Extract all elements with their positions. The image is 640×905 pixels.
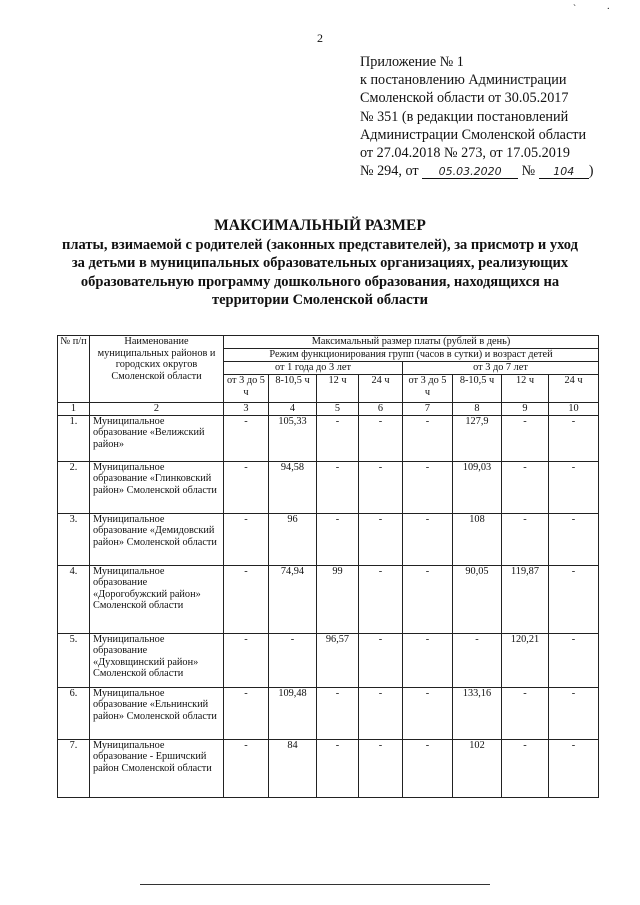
number-sign: № [521, 163, 536, 180]
row-municipality-name: Муниципальное образование - Ершичский район Смоленской области [90, 739, 224, 797]
table-row [58, 565, 599, 633]
fee-table [57, 335, 599, 798]
fee-cell: - [403, 415, 453, 461]
handwritten-number: 104 [539, 165, 589, 179]
table-row [58, 415, 599, 461]
table-row [58, 687, 599, 739]
appendix-line: Приложение № 1 [360, 54, 464, 70]
fee-cell: - [403, 461, 453, 513]
fee-cell: - [224, 415, 269, 461]
table-row [58, 633, 599, 687]
title-line: образовательную программу дошкольного образования, находящихся на [80, 273, 560, 290]
fee-cell: - [224, 461, 269, 513]
appendix-line: от 27.04.2018 № 273, от 17.05.2019 [360, 145, 570, 162]
header-mode-cell: 12 ч [317, 375, 359, 403]
row-number: 6. [58, 687, 90, 739]
fee-cell: - [359, 513, 403, 565]
row-municipality-name: Муниципальное образование «Велижский район» [90, 415, 224, 461]
row-number: 1. [58, 415, 90, 461]
fee-cell: - [549, 633, 599, 687]
fee-cell: - [502, 739, 549, 797]
fee-cell: - [359, 633, 403, 687]
header-mode-cell: от 3 до 5 ч [224, 375, 269, 403]
row-municipality-name: Муниципальное образование «Духовщинский район» Смоленской области [90, 633, 224, 687]
column-number: 9 [502, 403, 549, 416]
row-municipality-name: Муниципальное образование «Демидовский район» Смоленской области [90, 513, 224, 565]
column-number: 10 [549, 403, 599, 416]
fee-cell: 74,94 [269, 565, 317, 633]
header-mode-cell: 24 ч [549, 375, 599, 403]
table-row [58, 739, 599, 797]
row-municipality-name: Муниципальное образование «Дорогобужский район» Смоленской области [90, 565, 224, 633]
column-number: 7 [403, 403, 453, 416]
fee-cell: - [502, 687, 549, 739]
fee-cell: 109,48 [269, 687, 317, 739]
column-number: 8 [453, 403, 502, 416]
fee-cell: - [453, 633, 502, 687]
fee-cell: - [317, 739, 359, 797]
fee-cell: - [359, 461, 403, 513]
fee-cell: 119,87 [502, 565, 549, 633]
fee-cell: - [317, 415, 359, 461]
header-age-3-7: от 3 до 7 лет [403, 362, 599, 375]
fee-cell: - [359, 565, 403, 633]
page-number: 2 [317, 31, 323, 45]
header-max-fee: Максимальный размер платы (рублей в день) [224, 336, 599, 349]
header-mode-cell: 24 ч [359, 375, 403, 403]
header-number: № п/п [58, 336, 90, 403]
fee-cell: - [403, 739, 453, 797]
fee-cell: 84 [269, 739, 317, 797]
row-number: 3. [58, 513, 90, 565]
fee-cell: - [224, 739, 269, 797]
row-municipality-name: Муниципальное образование «Глинковский район» Смоленской области [90, 461, 224, 513]
appendix-prefix: № 294, от [360, 163, 419, 180]
row-number: 2. [58, 461, 90, 513]
fee-cell: - [549, 565, 599, 633]
fee-cell: - [549, 415, 599, 461]
column-number: 4 [269, 403, 317, 416]
header-age-1-3: от 1 года до 3 лет [224, 362, 403, 375]
header-name: Наименование муниципальных районов и городских округов Смоленской области [90, 336, 224, 403]
title-heading: МАКСИМАЛЬНЫЙ РАЗМЕР [214, 217, 426, 234]
appendix-line: к постановлению Администрации [360, 72, 567, 89]
bottom-rule [140, 884, 490, 885]
fee-cell: 94,58 [269, 461, 317, 513]
fee-cell: - [502, 415, 549, 461]
fee-cell: - [549, 461, 599, 513]
header-mode-cell: 8-10,5 ч [269, 375, 317, 403]
appendix-block [360, 53, 630, 180]
appendix-line: Администрации Смоленской области [360, 126, 587, 143]
header-mode-cell: от 3 до 5 ч [403, 375, 453, 403]
appendix-line-last [360, 162, 630, 180]
fee-cell: 133,16 [453, 687, 502, 739]
fee-cell: - [502, 513, 549, 565]
fee-cell: - [224, 513, 269, 565]
fee-cell: - [317, 687, 359, 739]
column-number: 2 [90, 403, 224, 416]
appendix-line: Смоленской области от 30.05.2017 [360, 90, 569, 107]
fee-cell: - [359, 687, 403, 739]
header-mode-cell: 8-10,5 ч [453, 375, 502, 403]
fee-cell: - [502, 461, 549, 513]
fee-cell: - [224, 565, 269, 633]
table-row [58, 461, 599, 513]
fee-cell: - [359, 415, 403, 461]
header-mode-cell: 12 ч [502, 375, 549, 403]
fee-cell: - [359, 739, 403, 797]
fee-cell: 108 [453, 513, 502, 565]
document-title [0, 217, 640, 309]
fee-cell: 99 [317, 565, 359, 633]
row-municipality-name: Муниципальное образование «Ельнинский район» Смоленской области [90, 687, 224, 739]
fee-cell: 102 [453, 739, 502, 797]
fee-cell: - [224, 687, 269, 739]
handwritten-date: 05.03.2020 [422, 165, 518, 179]
column-number: 3 [224, 403, 269, 416]
fee-cell: - [549, 513, 599, 565]
fee-cell: - [317, 461, 359, 513]
fee-cell: - [317, 513, 359, 565]
fee-cell: 120,21 [502, 633, 549, 687]
fee-cell: 96 [269, 513, 317, 565]
fee-cell: 127,9 [453, 415, 502, 461]
fee-cell: - [549, 739, 599, 797]
title-line: платы, взимаемой с родителей (законных представителей), за присмотр и уход [62, 237, 578, 254]
row-number: 7. [58, 739, 90, 797]
closing-paren: ) [588, 163, 594, 180]
fee-cell: - [403, 565, 453, 633]
column-number: 1 [58, 403, 90, 416]
column-number: 6 [359, 403, 403, 416]
column-number: 5 [317, 403, 359, 416]
row-number: 4. [58, 565, 90, 633]
fee-cell: 105,33 [269, 415, 317, 461]
table-row [58, 513, 599, 565]
fee-cell: 96,57 [317, 633, 359, 687]
fee-cell: 109,03 [453, 461, 502, 513]
header-mode: Режим функционирования групп (часов в сутки) и возраст детей [224, 349, 599, 362]
fee-cell: - [269, 633, 317, 687]
fee-cell: - [549, 687, 599, 739]
title-line: за детьми в муниципальных образовательных организациях, реализующих [71, 255, 569, 272]
title-line: территории Смоленской области [211, 291, 429, 308]
fee-cell: - [403, 687, 453, 739]
fee-cell: 90,05 [453, 565, 502, 633]
fee-cell: - [403, 633, 453, 687]
row-number: 5. [58, 633, 90, 687]
fee-cell: - [403, 513, 453, 565]
corner-marks: ` · [572, 4, 624, 15]
fee-cell: - [224, 633, 269, 687]
appendix-line: № 351 (в редакции постановлений [360, 108, 569, 125]
